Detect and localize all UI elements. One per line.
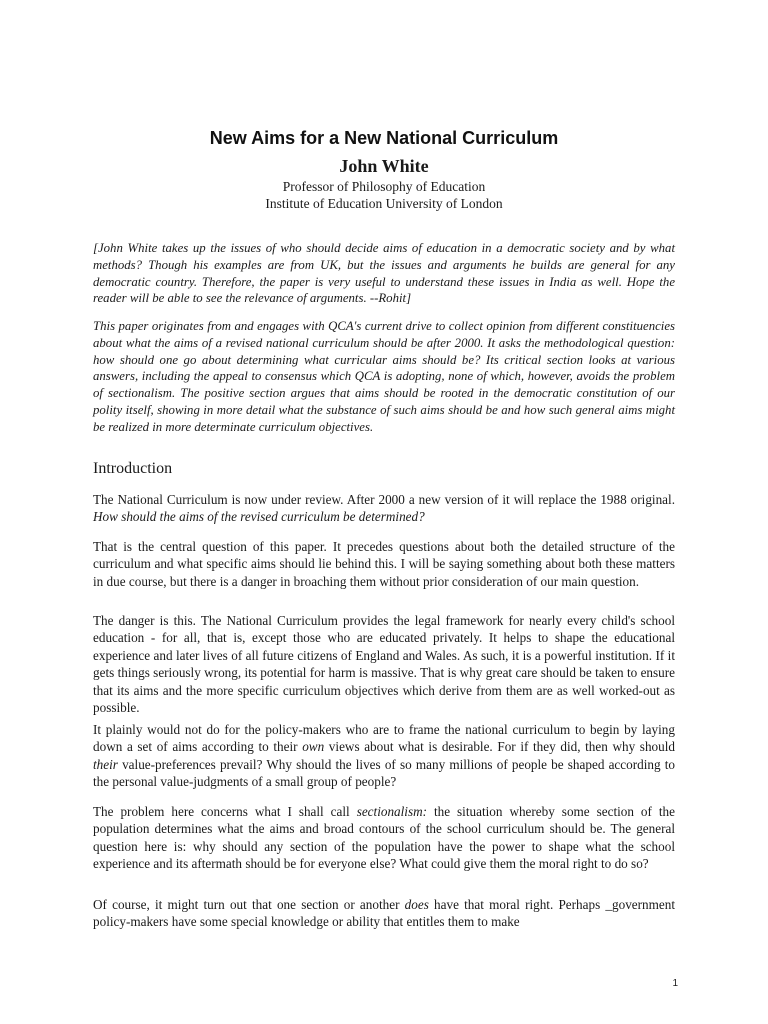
editor-note: [John White takes up the issues of who should decide aims of education in a democratic society and by what methods? Though his examples are from UK, but the issues and arguments he builds are general for any democratic country. Therefore, the paper is very useful to understand these issues in India as well. Hope the reader will be able to see the relevance of arguments. --Rohit] [93,241,675,306]
document-title: New Aims for a New National Curriculum [209,128,559,148]
paragraph-4-text-a: It plainly would not do for the policy-makers who are to frame the national curriculum to begin by laying down a set of aims according to their [93,722,675,755]
paragraph-6-text-c: have that moral right. Perhaps _government policy-makers have some special knowledge or ability that entitles them to make [93,897,675,930]
paragraph-6 [93,896,675,931]
paragraph-4-text-c: views about what is desirable. For if they did, then why should [324,739,675,755]
paragraph-4-text-e: value-preferences prevail? Why should the lives of so many millions of people be shaped according to the personal value-judgments of a small group of people? [93,756,675,790]
paragraph-5-text-c: the situation whereby some section of the population determines what the aims and broad contours of the school curriculum should be. The general question here is: why should any section of the population have the power to shape what the school experience and its aftermath should be for everyone else? What could give them the moral right to do so? [93,804,675,872]
paragraph-5 [93,803,675,873]
paragraph-5-emph-sectionalism: sectionalism: [356,804,428,819]
paragraph-3: The danger is this. The National Curriculum provides the legal framework for nearly every child's school education - for all, that is, except those who are educated privately. It helps to shape the educational experience and later lives of all future citizens of England and Wales. As such, it is a powerful institution. If it gets things seriously wrong, its potential for harm is massive. That is why great care should be taken to ensure that its aims and the more specific curriculum objectives which derive from them are as well worked-out as possible. [93,613,675,716]
paragraph-1-text: The National Curriculum is now under review. After 2000 a new version of it will replace the 1988 original. [93,492,675,507]
affiliation-line-1: Professor of Philosophy of Education [282,179,486,194]
paragraph-4 [93,721,675,791]
abstract: This paper originates from and engages with QCA's current drive to collect opinion from different constituencies about what the aims of a revised national curriculum should be after 2000. It asks the methodological question: how should one go about determining what curricular aims should be? Its critical section looks at various answers, including the appeal to consensus which QCA is adopting, none of which, however, avoids the problem of sectionalism. The positive section argues that aims should be rooted in the democratic constitution of our polity itself, showing in more detail what the substance of such aims should be and how such general aims might be realized in more determinate curriculum objectives. [93,319,675,434]
affiliation-line-2: Institute of Education University of London [265,196,503,211]
paragraph-6-text-a: Of course, it might turn out that one section or another [93,897,405,912]
page-number: 1 [672,978,678,989]
paragraph-1 [93,491,675,526]
author-name: John White [339,156,429,176]
paragraph-1-question: How should the aims of the revised curriculum be determined? [93,509,425,525]
paragraph-4-emph-their: their [93,756,118,772]
section-heading: Introduction [93,460,173,477]
paragraph-5-text-a: The problem here concerns what I shall call [93,804,357,819]
paragraph-2: That is the central question of this paper. It precedes questions about both the detailed structure of the curriculum and what specific aims should lie behind this. I will be saying something about both these matters in due course, but there is a danger in broaching them without prior consideration of our main question. [93,539,675,589]
paragraph-6-emph-does: does [404,897,429,912]
paragraph-4-emph-own: own [302,739,325,755]
